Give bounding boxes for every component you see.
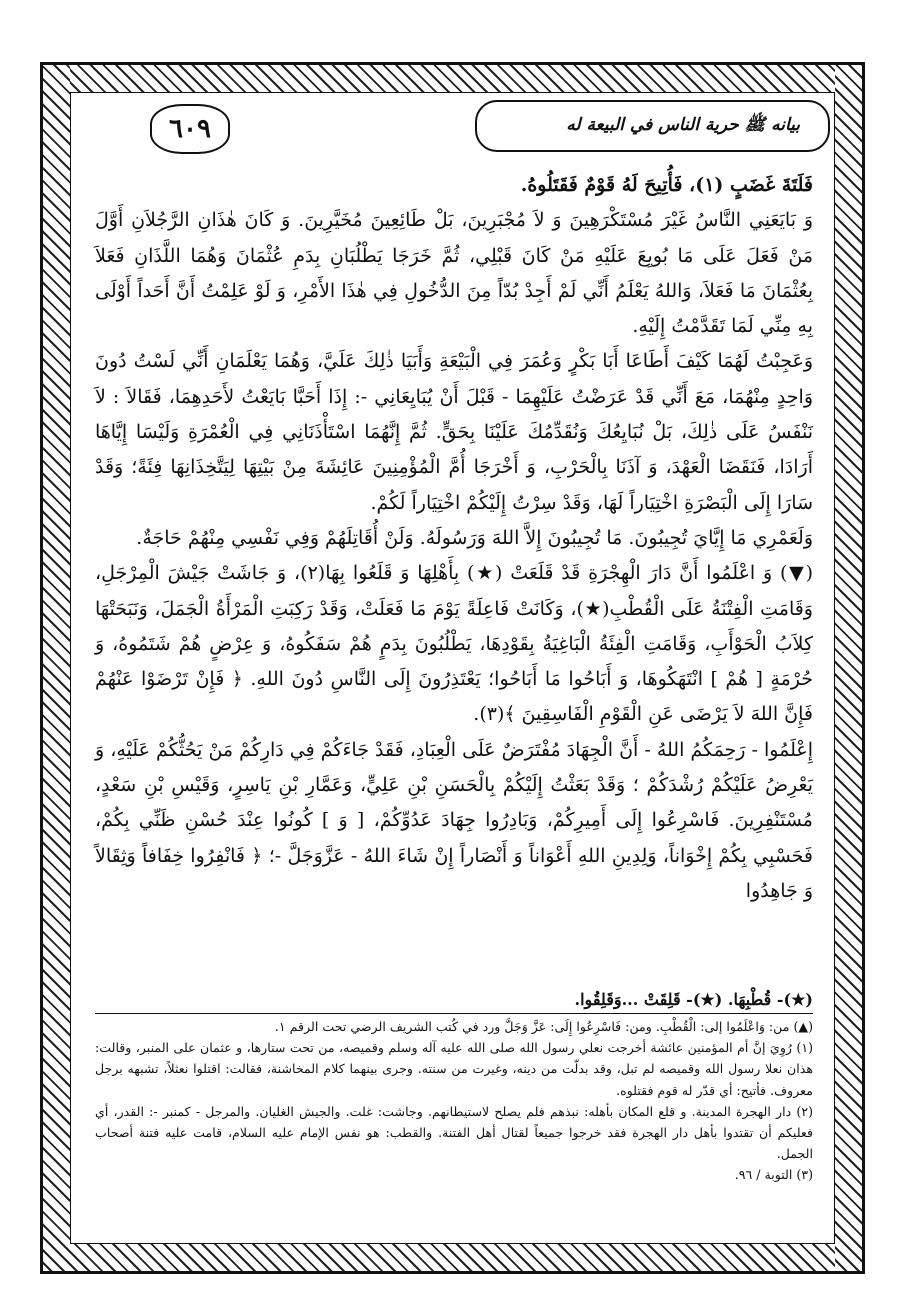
variant-readings: (★)- قُطْبِهَا. (★)- قَلِقَتْ ...وَقَلِقُوا. xyxy=(574,990,813,1009)
paragraph: (▼) وَ اعْلَمُوا أَنَّ دَارَ الْهِجْرَةِ قَدْ قَلَعَتْ (★) بِأَهْلِهَا وَ قَلَعُوا بِهَا(٢)، وَ جَاشَتْ جَيْشَ الْمِرْجَلِ، وَقَامَتِ الْفِتْنَةُ عَلَى الْقُطْبِ(★)، وَكَانَتْ فَاعِلَةً يَوْمَ مَا فَعَلَتْ، وَقَدْ رَكِبَتِ الْمَرْأَةُ الْجَمَلَ، وَنَبَحَتْهَا كِلاَبُ الْحَوْأَبِ، وَقَامَتِ الْفِئَةُ الْبَاغِيَةُ بِقَوْدِهَا، يَطْلُبُونَ بِدَمٍ هُمْ سَفَكُوهُ، وَ عِرْضٍ هُمْ شَتَمُوهُ، وَ حُرْمَةٍ [ هُمْ ] انْتَهَكُوهَا، وَ أَبَاحُوا مَا أَبَاحُوا؛ يَعْتَذِرُونَ إِلَى النَّاسِ دُونَ اللهِ. ﴿ فَإِنْ تَرْضَوْا عَنْهُمْ فَإِنَّ اللهَ لاَ يَرْضَى عَنِ الْقَوْمِ الْفَاسِقِينَ ﴾(٣). xyxy=(95,562,813,726)
running-header-title: بيانه ﷺ حرية الناس في البيعة له xyxy=(566,114,800,135)
main-text xyxy=(95,168,813,909)
paragraph: وَ بَايَعَنِي النَّاسُ غَيْرَ مُسْتَكْرَهِينَ وَ لاَ مُجْبَرِينَ، بَلْ طَائِعِينَ مُخَيَّرِينَ. وَ كَانَ هٰذَانِ الرَّجُلاَنِ أَوَّلَ مَنْ فَعَلَ عَلَى مَا بُويِعَ عَلَيْهِ مَنْ كَانَ قَبْلِي، ثُمَّ خَرَجَا يَطْلُبَانِ بِدَمِ عُثْمَانَ وَهُمَا اللَّذَانِ فَعَلاَ بِعُثْمَانَ مَا فَعَلاَ، وَاللهُ يَعْلَمُ أَنِّي لَمْ أَجِدْ بُدّاً مِنَ الدُّخُولِ فِي هٰذَا الأَمْرِ، وَ لَوْ عَلِمْتُ أَنَّ أَحَداً أَوْلَى بِهِ مِنِّي لَمَا تَقَدَّمْتُ إِلَيْهِ. xyxy=(95,209,813,338)
paragraph: فَلَتَةَ غَضَبٍ (١)، فَأُتِيحَ لَهُ قَوْمٌ فَقَتَلُوهُ. xyxy=(520,174,813,196)
paragraph: وَلَعَمْرِي مَا إِيَّايَ تُجِيبُونَ. مَا تُجِيبُونَ إِلاَّ اللهَ وَرَسُولَهُ. وَلَنْ أُقَاتِلَهُمْ وَفِي نَفْسِي مِنْهُمْ حَاجَةٌ. xyxy=(136,526,813,549)
paragraph: إِعْلَمُوا - رَحِمَكُمُ اللهُ - أَنَّ الْجِهَادَ مُفْتَرَضٌ عَلَى الْعِبَادِ، فَقَدْ جَاءَكُمْ فِي دَارِكُمْ مَنْ يَحُثُّكُمْ عَلَيْهِ، وَ يَعْرِضُ عَلَيْكُمْ رُشْدَكُمْ ؛ وَقَدْ بَعَثْتُ إِلَيْكُمْ بِالْحَسَنِ بْنِ عَلِيٍّ، وَعَمَّارِ بْنِ يَاسِرٍ، وَقَيْسِ بْنِ سَعْدٍ، مُسْتَنْفِرِينَ. فَاسْرِعُوا إِلَى أَمِيرِكُمْ، وَبَادِرُوا جِهَادَ عَدُوِّكُمْ، [ وَ ] كُونُوا عِنْدَ حُسْنِ ظَنِّي بِكُمْ، فَحَسْبِي بِكُمْ إِخْوَاناً، وَلِدِينِ اللهِ أَعْوَاناً وَ أَنْصَاراً إِنْ شَاءَ اللهُ - عَزَّوَجَلَّ -؛ ﴿ فَانْفِرُوا خِفَافاً وَثِقَالاً وَ جَاهِدُوا xyxy=(95,738,813,902)
footnotes xyxy=(95,1016,813,1186)
footnote: (٢) دار الهجرة المدينة. و قلع المكان بأهله: نبذهم فلم يصلح لاستيطانهم. وجاشت: غلت. والجيش الغليان. والمرجل - كمنبر -: القدر، أي فعليكم أن تقتدوا بأهل دار الهجرة فقد خرجوا جميعاً لقتال أهل الفتنة. والقطب: هو نفس الإمام عليه السلام، قامت عليه فتنة أصحاب الجمل. xyxy=(95,1103,813,1162)
footnote-divider xyxy=(95,1013,813,1014)
footnote: (١) رُوِيَ إنَّ أم المؤمنين عائشة أخرجت نعلي رسول الله صلى الله عليه آله وسلم وقميصه، من تحت ستارها، و عثمان على المنبر، وقالت: هذان نعلا رسول الله وقميصه لم تبل، وقد بدلّت من دينه، وغيرت من سنته. وجرى بينهما كلام المخاشنة، فقالت: اقتلوا نعثلاً، تشبهه برجل معروف. فأتيح: أي قدّر له قوم فقتلوه. xyxy=(95,1040,813,1098)
running-header xyxy=(475,100,830,152)
footnote: (٣) التوبة / ٩٦. xyxy=(734,1167,813,1183)
paragraph: وَعَجِبْتُ لَهُمَا كَيْفَ أَطَاعَا أَبَا بَكْرٍ وَعُمَرَ فِي الْبَيْعَةِ وَأَبَيَا ذٰلِكَ عَلَيَّ، وَهُمَا يَعْلَمَانِ أَنِّي لَسْتُ دُونَ وَاحِدٍ مِنْهُمَا، مَعَ أَنِّي قَدْ عَرَضْتُ عَلَيْهِمَا - قَبْلَ أَنْ يُبَايِعَانِي -: إِذَا أَحَبَّا بَايَعْتُ لأَحَدِهِمَا، فَقَالاَ : لاَ نَنْفَسُ عَلَى ذٰلِكَ، بَلْ نُبَايِعُكَ وَنُقَدِّمُكَ عَلَيْنَا بِحَقٍّ. ثُمَّ إِنَّهُمَا اسْتَأْذَنَانِي فِي الْعُمْرَةِ وَلَيْسَا إِيَّاهَا أَرَادَا، فَنَقَضَا الْعَهْدَ، وَ آذَنَا بِالْحَرْبِ، وَ أَخْرَجَا أُمَّ الْمُؤْمِنِينَ عَائِشَةَ مِنْ بَيْتِهَا لِيَتَّخِذَانِهَا فِئَةً؛ وَقَدْ سَارَا إِلَى الْبَصْرَةِ اخْتِيَاراً لَهَا، وَقَدْ سِرْتُ إِلَيْكُمْ اخْتِيَاراً لَكُمْ. xyxy=(95,350,813,514)
page-number: ٦٠٩ xyxy=(150,104,230,154)
footnote: (▲) من: وَاعْلَمُوا إلى: الْقُطْبِ. ومن: فَاسْرِعُوا إِلَى: عَزَّ وَجَلَّ ورد في كُتب الشريف الرضي تحت الرقم ١. xyxy=(274,1019,813,1034)
